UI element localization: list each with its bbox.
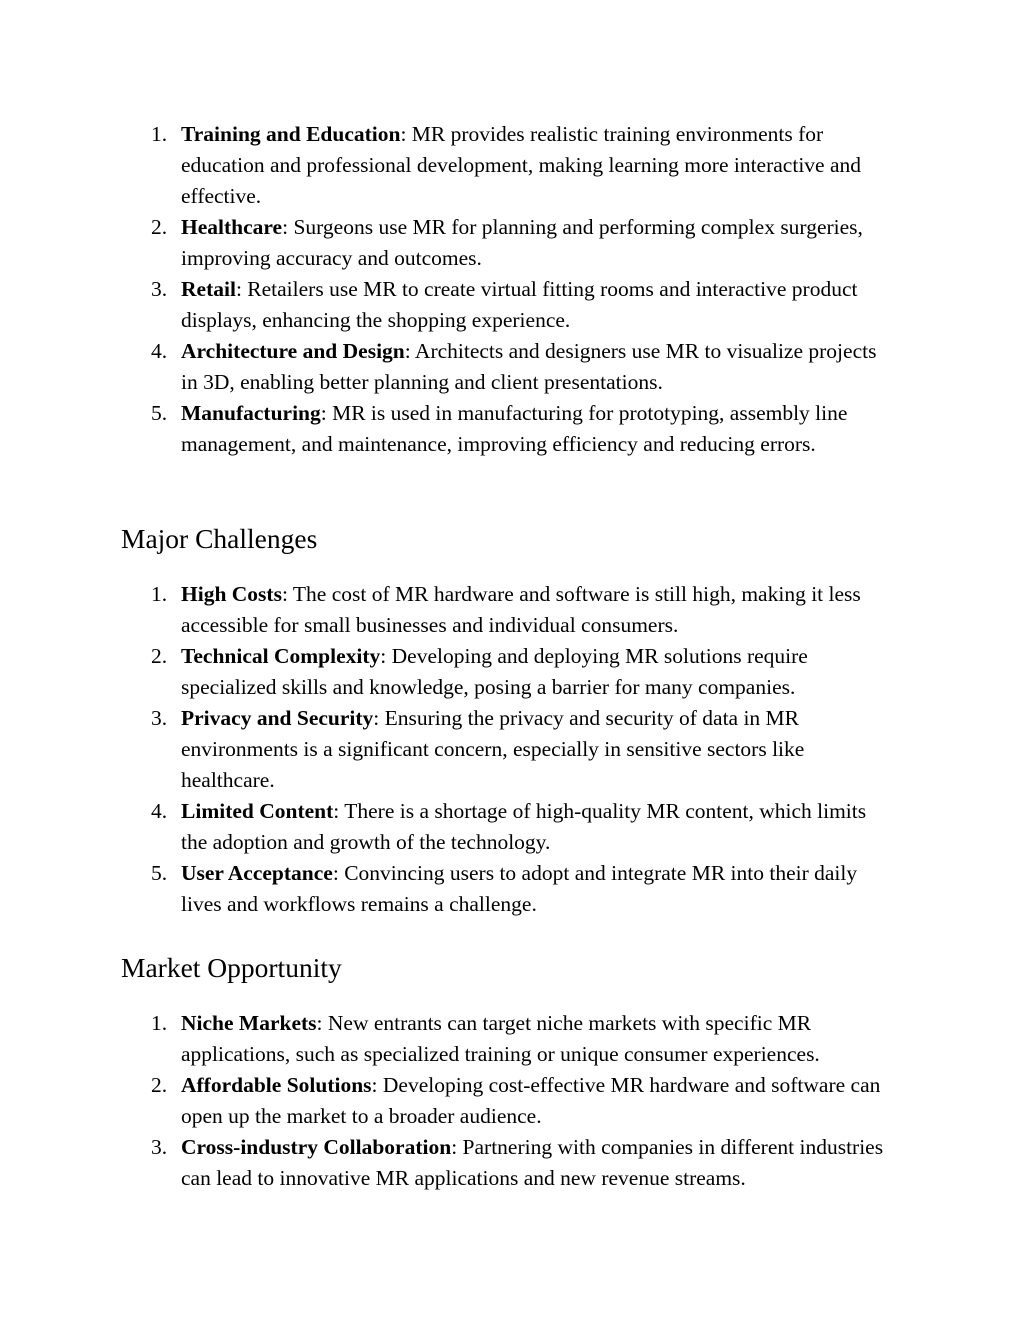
list-item (0, 641, 896, 703)
challenges-list (0, 579, 896, 920)
list-term: User Acceptance (181, 861, 333, 885)
list-item (0, 119, 896, 212)
list-text: : Convincing users to adopt and integrate MR into their daily lives and workflows remains a challenge. (181, 861, 858, 916)
list-text: : New entrants can target niche markets with specific MR applications, such as specialized training or unique consumer experiences. (181, 1011, 820, 1066)
list-text: : There is a shortage of high-quality MR content, which limits the adoption and growth of the technology. (181, 799, 867, 854)
section-heading-challenges: Major Challenges (121, 523, 318, 554)
list-number: 2. (151, 215, 168, 239)
list-term: Affordable Solutions (181, 1073, 372, 1097)
list-item (0, 703, 896, 796)
list-item (0, 212, 896, 274)
list-item (0, 274, 896, 336)
list-item (0, 1008, 896, 1070)
list-item (0, 1070, 896, 1132)
list-text: : Developing cost-effective MR hardware and software can open up the market to a broader audience. (181, 1073, 881, 1128)
list-number: 3. (151, 706, 168, 730)
list-text: : The cost of MR hardware and software is still high, making it less accessible for small businesses and individual consumers. (181, 582, 861, 637)
list-number: 5. (151, 861, 168, 885)
list-number: 1. (151, 122, 168, 146)
list-number: 1. (151, 582, 168, 606)
applications-list (0, 119, 896, 460)
list-item (0, 858, 896, 920)
list-number: 3. (151, 277, 168, 301)
list-term: Healthcare (181, 215, 283, 239)
list-term: Privacy and Security (181, 706, 374, 730)
list-item (0, 336, 896, 398)
list-number: 2. (151, 644, 168, 668)
list-number: 5. (151, 401, 168, 425)
list-number: 4. (151, 339, 168, 363)
list-item (0, 579, 896, 641)
list-text: : Retailers use MR to create virtual fitting rooms and interactive product displays, enhancing the shopping experience. (181, 277, 858, 332)
list-text: : Surgeons use MR for planning and performing complex surgeries, improving accuracy and outcomes. (181, 215, 863, 270)
list-text: : Developing and deploying MR solutions require specialized skills and knowledge, posing a barrier for many companies. (181, 644, 808, 699)
list-text: : Ensuring the privacy and security of data in MR environments is a significant concern, especially in sensitive sectors like healthcare. (181, 706, 805, 792)
list-term: Cross-industry Collaboration (181, 1135, 452, 1159)
list-term: Niche Markets (181, 1011, 317, 1035)
list-term: Training and Education (181, 122, 401, 146)
list-term: Limited Content (181, 799, 334, 823)
list-text: : MR is used in manufacturing for prototyping, assembly line management, and maintenance, improving efficiency and reducing errors. (181, 401, 848, 456)
list-term: High Costs (181, 582, 282, 606)
list-term: Technical Complexity (181, 644, 381, 668)
list-term: Architecture and Design (181, 339, 405, 363)
list-text: : Architects and designers use MR to visualize projects in 3D, enabling better planning and client presentations. (181, 339, 877, 394)
list-number: 2. (151, 1073, 168, 1097)
list-number: 1. (151, 1011, 168, 1035)
list-term: Manufacturing (181, 401, 321, 425)
list-number: 4. (151, 799, 168, 823)
opportunity-list (0, 1008, 896, 1194)
list-term: Retail (181, 277, 236, 301)
list-text: : MR provides realistic training environments for education and professional development, making learning more interactive and effective. (181, 122, 862, 208)
list-item (0, 796, 896, 858)
section-heading-opportunity: Market Opportunity (121, 952, 342, 983)
list-number: 3. (151, 1135, 168, 1159)
list-item (0, 1132, 896, 1194)
list-item (0, 398, 896, 460)
list-text: : Partnering with companies in different industries can lead to innovative MR applications and new revenue streams. (181, 1135, 884, 1190)
